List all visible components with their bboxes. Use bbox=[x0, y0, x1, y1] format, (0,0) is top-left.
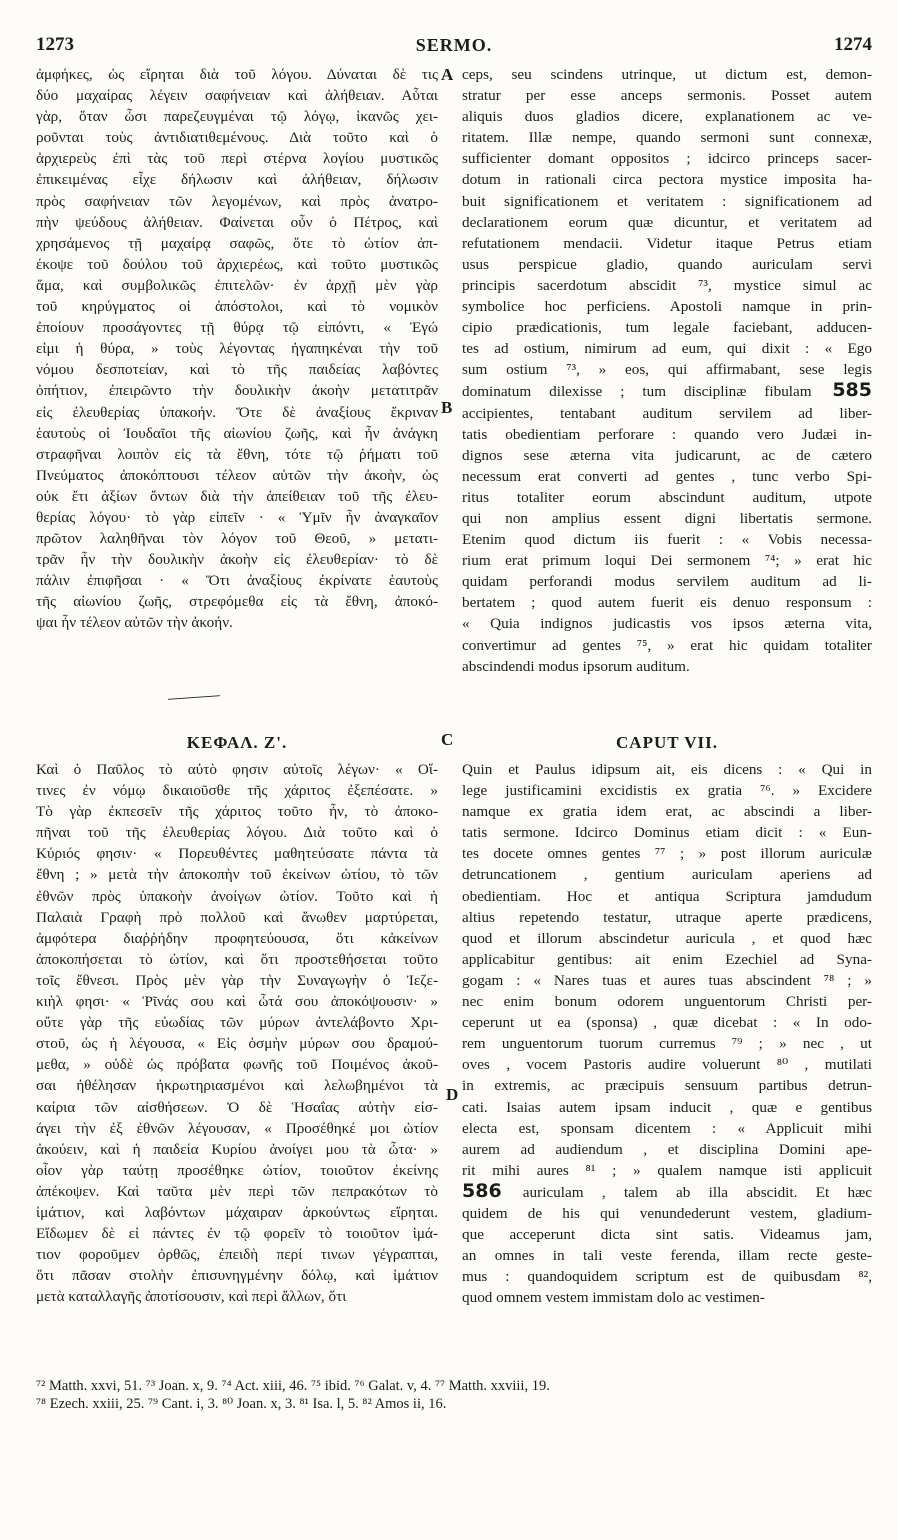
text-line: γὰρ, ὅταν ὦσι παρεζευγμέναι τῷ λόγῳ, ἱκανῶς χει- bbox=[36, 108, 438, 126]
text-line: ἀμφότερα διαῤῥήδην προφητεύουσα, ὅτι κἀκείνων bbox=[36, 929, 438, 947]
text-line: εἰς ἐλευθερίας ὑπακοήν. Ὅτε δὲ ἀναξίους ἔκριναν bbox=[36, 403, 438, 421]
text-line: ἐποίουν προσάγοντες τῇ θύρᾳ τῷ εἰπόντι, « Ἐγώ bbox=[36, 319, 438, 337]
text-line: rem unguentorum tuorum curremus ⁷⁹ ; » nec , ut bbox=[462, 1035, 872, 1053]
text-line: Κύριός φησιν· « Πορευθέντες μαθητεύσατε πάντα τὰ bbox=[36, 845, 438, 863]
text-line: dotum in rationali circa pectora mystice imposita ha- bbox=[462, 171, 872, 189]
text-line: 586 auriculam , talem ab illa abscidit. Et hæc bbox=[462, 1180, 872, 1202]
text-line: nec enim bonum odorem unguentorum Christi per- bbox=[462, 993, 872, 1011]
footnotes-line-2: ⁷⁸ Ezech. xxiii, 25. ⁷⁹ Cant. i, 3. ⁸⁰ Joan. x, 3. ⁸¹ Isa. l, 5. ⁸² Amos ii, 16. bbox=[36, 1396, 447, 1412]
text-line: ἔθνη ; » μετὰ τὴν ἀποκοπὴν τοῦ ἐκείνων ὠτίου, τὸ τῶν bbox=[36, 866, 438, 884]
text-line: quod omnem vestem immistam dolo ac vestimen- bbox=[462, 1289, 765, 1307]
text-line: refutationem mendacii. Videtur itaque Petrus etiam bbox=[462, 234, 872, 252]
text-line: dominatum dilexisse ; tum disciplinæ fibulam 585 bbox=[462, 380, 872, 402]
text-line: οὐκ ἔτι ἀξίων ὄντων διὰ τὴν ἀπείθειαν τοῦ τῆς ἐλευ- bbox=[36, 487, 438, 505]
text-line: Καὶ ὁ Παῦλος τὸ αὐτὸ φησιν αὐτοῖς λέγων· « Οἵ- bbox=[36, 761, 438, 778]
text-line: qui non amplius essent digni libertatis sermone. bbox=[462, 509, 872, 527]
text-line: ἀκούειν, καὶ ἡ παιδεία Κυρίου ἀνοίγει μου τὰ ὦτα· » bbox=[36, 1140, 438, 1158]
text-line: quidam perforandi modus servilem auditum ad li- bbox=[462, 573, 872, 591]
text-line: gogam : « Nares tuas et aures tuas abscindent ⁷⁸ ; » bbox=[462, 971, 872, 989]
text-line: abscindendi modus ipsorum auditum. bbox=[462, 657, 690, 675]
text-line: ἀρχιερεὺς ἐπὶ τὰς τοῦ περὶ στέρνα λογίου μυστικῶς bbox=[36, 150, 438, 168]
text-line: ἐθνῶν πρὸς ὑπακοὴν ἀνοίγων ὠτίον. Τοῦτο καὶ ἡ bbox=[36, 887, 438, 905]
page-number-right: 1274 bbox=[834, 34, 872, 55]
inline-page-number: 585 bbox=[811, 380, 872, 402]
text-line: πρὸς σαφήνειαν τῶν λεγομένων, καὶ πρὸς ἀνατρο- bbox=[36, 192, 438, 210]
text-line: ἀπέκοψεν. Καὶ ταῦτα μὲν περὶ τῶν πεπρακότων τὸ bbox=[36, 1182, 438, 1200]
text-line: convertimur ad gentes ⁷⁵, » erat hic quidam totaliter bbox=[462, 636, 872, 654]
text-line: buit significationem et veritatem : significationem ad bbox=[462, 192, 872, 210]
text-line: πὴν ψεύδους ἀλήθειαν. Φαίνεται οὖν ὁ Πέτρος, καὶ bbox=[36, 213, 438, 231]
text-line: σαι ἠθέλησαν ἠκρωτηριασμένοι καὶ λελωβημένοι τὰ bbox=[36, 1077, 438, 1095]
text-line: οἷον γὰρ ταύτῃ προσέθηκε ὠτίον, τοιοῦτον ἐκείνης bbox=[36, 1161, 438, 1179]
text-line: symbolice hoc perficiens. Apostoli namque in prin- bbox=[462, 298, 872, 316]
text-line: τιον φοροῦμεν ὀρθῶς, ἐπειδὴ περί τινων γέγραπται, bbox=[36, 1246, 438, 1264]
text-line: Παλαιὰ Γραφὴ πρὸ πολλοῦ καὶ ἄνωθεν μαρτύρεται, bbox=[36, 908, 438, 926]
inline-page-number: 586 bbox=[462, 1180, 523, 1202]
text-line: στοῦ, ὡς ἡ λέγουσα, « Εἰς ὀσμὴν μύρων σου δραμού- bbox=[36, 1035, 438, 1053]
text-line: τῆς αἰωνίου ζωῆς, στρεφόμεθα εἰς τὰ ἔθνη, ἀποκό- bbox=[36, 593, 438, 611]
text-line: ἱμάτιον, καὶ λαβόντων μάχαιραν ἀρκούντως εἴρηται. bbox=[36, 1203, 438, 1221]
text-line: τρᾶν ἦν τὴν δουλικὴν ἀκοὴν εἰς ἐλευθερίαν· τὸ δὲ bbox=[36, 551, 438, 569]
text-line: ἅμα, καὶ συμβολικῶς ἐπιτελῶν· ἐν ἀρχῇ μὲν γὰρ bbox=[36, 276, 438, 294]
text-line: aurem ad audiendum , et disciplina Domini ape- bbox=[462, 1140, 872, 1158]
text-line: εἰμι ἡ θύρα, » τοὺς λέγοντας ἠγαπηκέναι τὴν τοῦ bbox=[36, 340, 438, 358]
text-line: ἑαυτοὺς οἱ Ἰουδαῖοι τῆς αἰωνίου ζωῆς, καὶ ἦν ἀνάγκη bbox=[36, 424, 438, 442]
text-line: νόμου δεσποτείαν, καὶ τὸ τῆς παιδείας λαβόντες bbox=[36, 361, 438, 379]
text-line: πρῶτον λαληθῆναι τὸν λόγον τοῦ Θεοῦ, » μετατι- bbox=[36, 530, 438, 548]
text-line: principis sacerdotum abscidit ⁷³, mystice simul ac bbox=[462, 276, 872, 294]
text-line: namque ex gratia idem erat, ac abscindi a liber- bbox=[462, 803, 872, 821]
text-line: Πνεύματος ἀποκόπτουσι τέλεον αὐτῶν τὴν ἀκοὴν, ὡς bbox=[36, 466, 438, 484]
text-line: άγει τὴν ἐξ ἐθνῶν λέγουσαν, « Προσέθηκέ μοι ὠτίον bbox=[36, 1119, 438, 1137]
text-line: que acceperunt dicta sint satis. Videamus jam, bbox=[462, 1226, 872, 1244]
text-line: tatis obedientiam perforare : quando vero Judæi in- bbox=[462, 425, 872, 443]
greek-column-top bbox=[36, 64, 438, 634]
text-line: ροῦνται τοὺς ἀντιδιατιθεμένους. Διὰ τοῦτο καὶ ὁ bbox=[36, 129, 438, 147]
text-line: Etenim quod dictum iis fuerit : « Vobis necessa- bbox=[462, 531, 872, 549]
text-line: μεθα, » οὐδὲ ὡς πρόβατα φωνῆς τοῦ Ποιμένος ἀκοῦ- bbox=[36, 1056, 438, 1074]
text-line: tes docete omnes gentes ⁷⁷ ; » post illorum auriculæ bbox=[462, 845, 872, 863]
running-title: SERMO. bbox=[415, 35, 493, 55]
greek-column-bottom bbox=[36, 759, 438, 1307]
text-line: applicabitur gentibus: ait enim Ezechiel ad Syna- bbox=[462, 950, 872, 968]
text-line: Εἴδωμεν δὲ εἰ πάντες ἐν τῷ φορεῖν τὸ τοιοῦτον ἱμά- bbox=[36, 1225, 438, 1243]
text-line: sufficienter domant oppositos ; idcirco princeps sacer- bbox=[462, 150, 872, 168]
margin-marker-d: D bbox=[446, 1085, 459, 1104]
text-line: πῆναι τοῦ τῆς ἐλευθερίας λόγου. Διὰ τοῦτο καὶ ὁ bbox=[36, 824, 438, 842]
section-separator bbox=[168, 695, 220, 700]
text-line: ὀπήτιον, ἐπειρῶντο τὴν δουλικὴν ἀκοὴν μετατιτρᾶν bbox=[36, 382, 438, 400]
text-line: an omnes in tali veste ferenda, illam recte geste- bbox=[462, 1247, 872, 1265]
text-line: cati. Isaias autem ipsam inducit , quæ e gentibus bbox=[462, 1098, 872, 1116]
margin-marker-b: B bbox=[441, 398, 453, 417]
text-line: obedientiam. Hoc et antiqua Scriptura jamdudum bbox=[462, 887, 872, 905]
text-line: « Quia indignos judicastis vos ipsos æterna vita, bbox=[462, 615, 872, 633]
text-line: tatis sermone. Idcirco Dominus etiam dicit : « Eun- bbox=[462, 824, 872, 842]
text-line: altius repetendo testatur, utraque aperte prædicens, bbox=[462, 908, 872, 926]
text-line: cipio prædicationis, tum legale faciebant, adducen- bbox=[462, 319, 872, 337]
text-line: ὅτι πᾶσαν στολὴν ἐπισυνηγμένην δόλῳ, καὶ ἱμάτιον bbox=[36, 1267, 438, 1285]
text-line: τινες ἐν νόμῳ δικαιοῦσθε τῆς χάριτος ἐξεπέσατε. » bbox=[36, 782, 438, 800]
text-line: έκοψε τοῦ δούλου τοῦ ἀρχιερέως, καὶ τοῦτο μυστικῶς bbox=[36, 255, 438, 273]
text-line: rium erat primum loqui Dei sermonem ⁷⁴; » erat hic bbox=[462, 552, 872, 570]
text-line: ἀμφήκες, ὡς εἴρηται διὰ τοῦ λόγου. Δύναται δὲ τις bbox=[36, 66, 438, 83]
text-line: accipientes, tentabant auditum servilem ad liber- bbox=[462, 404, 872, 422]
latin-column-top bbox=[462, 64, 872, 677]
text-line: detruncationem , gentium auriculam aperiens ad bbox=[462, 866, 872, 884]
text-line: Τὸ γὰρ ἐκπεσεῖν τῆς χάριτος τοῦτο ἦν, τὸ ἀποκο- bbox=[36, 803, 438, 821]
text-line: ἐπικειμένας εἶχε δήλωσιν καὶ ἀλήθειαν, δήλωσιν bbox=[36, 171, 438, 189]
text-line: ritatem. Illæ nempe, quando sermoni sunt connexæ, bbox=[462, 129, 872, 147]
text-line: stratur per esse anceps sermonis. Posset autem bbox=[462, 87, 872, 105]
text-line: ceperunt ut ea (sponsa) , quæ dicebat : « In odo- bbox=[462, 1014, 872, 1032]
text-line: necessum erat converti ad gentes , tunc verbo Spi- bbox=[462, 467, 872, 485]
text-line: electa est, sponsam dicentem : « Applicuit mihi bbox=[462, 1119, 872, 1137]
text-line: rit mihi aures ⁸¹ ; » qualem namque isti applicuit bbox=[462, 1161, 872, 1179]
chapter-heading-greek: ΚΕΦΑΛ. Ζ'. bbox=[186, 733, 288, 752]
page-header bbox=[36, 34, 872, 62]
text-line: μετὰ καταλλαγῆς ἀποτίσουσιν, καὶ περὶ ἄλλων, ὅτι bbox=[36, 1288, 347, 1306]
text-line: κιὴλ φησι· « Ῥῖνάς σου καὶ ὦτά σου ἀποκόψουσιν· » bbox=[36, 993, 438, 1011]
text-line: πάλιν ἐπιφῆσαι · « Ὅτι ἀναξίους ἐκρίνατε ἑαυτοὺς bbox=[36, 572, 438, 590]
text-line: in extremis, ac præcipuis sensuum partibus detrun- bbox=[462, 1077, 872, 1095]
text-line: quod et illorum abscindetur auricula , et quod hæc bbox=[462, 929, 872, 947]
footnotes-line-1: ⁷² Matth. xxvi, 51. ⁷³ Joan. x, 9. ⁷⁴ Act. xiii, 46. ⁷⁵ ibid. ⁷⁶ Galat. v, 4. ⁷⁷ Matth. xxviii, 19. bbox=[36, 1378, 550, 1394]
text-line: ritus totaliter eorum abscindunt auditum, utpote bbox=[462, 488, 872, 506]
text-line: oves , vocem Pastoris audire voluerunt ⁸⁰ , mutilati bbox=[462, 1056, 872, 1074]
page-number-left: 1273 bbox=[36, 34, 74, 55]
text-line: τοῖς ἔθνεσι. Πρὸς μὲν γὰρ τὴν Συναγωγὴν ὁ Ἰεζε- bbox=[36, 971, 438, 989]
text-line: δύο μαχαίρας λέγειν σαφήνειαν καὶ ἀλήθειαν. Αὗται bbox=[36, 87, 438, 105]
text-line: ἀποκοπήσεται τὸ ὠτίον, καὶ ὅτι προστεθήσεται τοῦτο bbox=[36, 950, 438, 968]
text-line: στραφῆναι λοιπὸν εἰς τὰ ἔθνη, τότε τῷ ῥήματι τοῦ bbox=[36, 445, 438, 463]
text-line: usus perspicue gladio, quando auriculam servi bbox=[462, 255, 872, 273]
text-line: dignos sese æterna vita judicarunt, ac de cætero bbox=[462, 446, 872, 464]
margin-marker-a: A bbox=[441, 65, 454, 84]
text-line: ψαι ἦν τέλεον αὐτῶν τὴν ἀκοήν. bbox=[36, 614, 233, 632]
text-line: quidem de his qui venundederunt vestem, gladium- bbox=[462, 1204, 872, 1222]
margin-marker-c: C bbox=[441, 730, 454, 749]
text-line: mus : quandoquidem scriptum est de quibusdam ⁸², bbox=[462, 1268, 872, 1286]
text-line: sum ostium ⁷³, » eos, qui affirmabant, sese legis bbox=[462, 361, 872, 379]
text-line: aliquis duos gladios dicere, explanationem ac ve- bbox=[462, 108, 872, 126]
text-line: tes ad ostium, nimirum ad eum, qui dixit : « Ego bbox=[462, 340, 872, 358]
text-line: lege justificamini excidistis ex gratia ⁷⁶. » Excidere bbox=[462, 782, 872, 800]
latin-column-bottom bbox=[462, 759, 872, 1308]
chapter-heading-latin: CAPUT VII. bbox=[616, 733, 718, 752]
text-line: declarationem eorum quæ dicuntur, et veritatem ad bbox=[462, 213, 872, 231]
text-line: bertatem ; quod autem fuerit eis denuo responsum : bbox=[462, 594, 872, 612]
text-line: Quin et Paulus idipsum ait, eis dicens : « Qui in bbox=[462, 761, 872, 778]
text-line: οὔτε γὰρ τῆς εὐωδίας τῶν μύρων ἀντελάβοντο Χρι- bbox=[36, 1014, 438, 1032]
text-line: τοῦ κηρύγματος οἱ ἀπόστολοι, καὶ τὸ νομικὸν bbox=[36, 298, 438, 316]
text-line: ceps, seu scindens utrinque, ut dictum est, demon- bbox=[462, 66, 872, 83]
text-line: θερίας λόγου· τὸ γὰρ εἰπεῖν · « Ὑμῖν ἦν ἀναγκαῖον bbox=[36, 508, 438, 526]
text-line: καίρια τῶν αἰσθήσεων. Ὁ δὲ Ἡσαΐας αὐτὴν εἰσ- bbox=[36, 1098, 438, 1116]
text-line: χρησάμενος τῇ μαχαίρᾳ σαφῶς, ὅτε τὸ ὠτίον ἀπ- bbox=[36, 234, 438, 252]
